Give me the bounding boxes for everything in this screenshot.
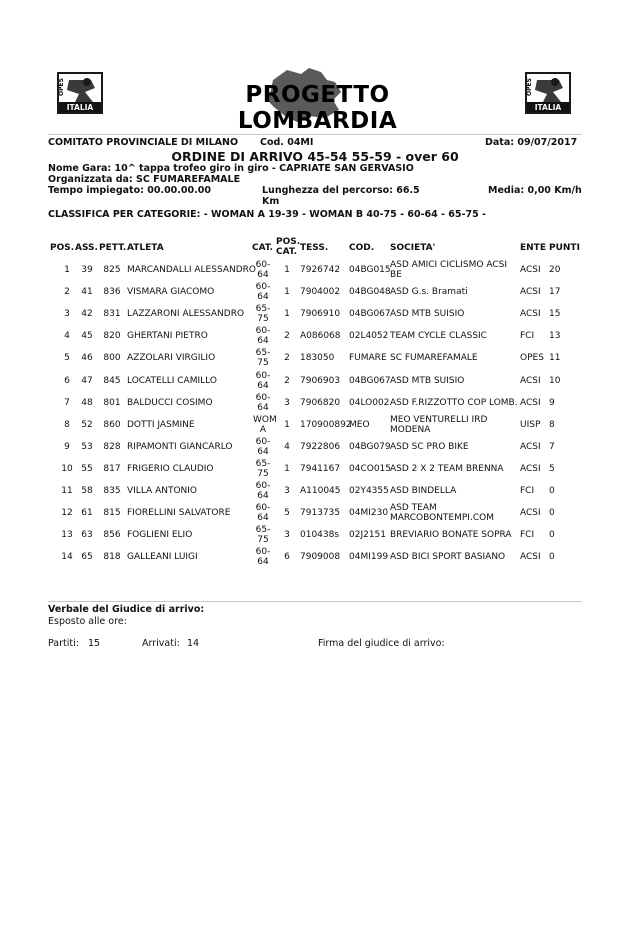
- cell-tess: A086068: [300, 331, 341, 342]
- cell-cat: [253, 414, 277, 435]
- cell-atleta: LOCATELLI CAMILLO: [127, 375, 217, 386]
- cell-tess: 7904002: [300, 287, 341, 298]
- cell-poscat: 3: [284, 530, 290, 541]
- cell-ente: ACSI: [520, 441, 541, 452]
- cell-tess: 7926742: [300, 265, 341, 275]
- col-atleta: ATLETA: [127, 243, 164, 253]
- cell-cat-line1: 60-: [255, 326, 271, 337]
- cell-pett: 817: [103, 463, 121, 474]
- cell-ente: ACSI: [520, 508, 541, 519]
- cell-poscat: 3: [284, 486, 290, 496]
- table-row: [0, 347, 630, 369]
- course-length-unit: Km: [262, 196, 280, 207]
- cell-cat-line2: 64: [257, 446, 269, 457]
- cell-societa: [390, 331, 518, 341]
- cell-cat-line1: 60-: [255, 260, 271, 270]
- cell-tess: 183050: [300, 353, 335, 364]
- cell-ente: ACSI: [520, 463, 541, 474]
- cell-pett: 828: [103, 441, 121, 452]
- cell-societa: [390, 442, 518, 452]
- cell-cat: [253, 260, 273, 280]
- cell-ente: UISP: [520, 419, 541, 430]
- cell-pos: 1: [64, 265, 70, 275]
- cell-atleta: DOTTI JASMINE: [127, 419, 195, 430]
- cell-poscat: 2: [284, 353, 290, 364]
- cell-societa: [390, 530, 518, 540]
- finishers-label: Arrivati:: [142, 638, 180, 649]
- cell-cat-line1: 60-: [255, 370, 271, 381]
- cell-cat-line2: 64: [257, 402, 269, 413]
- cell-pett: 831: [103, 309, 121, 320]
- cell-poscat: 1: [284, 265, 290, 275]
- cell-cat-line2: 64: [257, 491, 269, 501]
- col-tess: TESS.: [300, 243, 329, 253]
- cell-pos: 4: [64, 331, 70, 342]
- cell-societa: [390, 376, 518, 386]
- cell-societa-line1: ASD BICI SPORT BASIANO: [390, 552, 506, 563]
- cell-cat-line1: 65-: [255, 348, 271, 359]
- cell-pos: 2: [64, 287, 70, 298]
- cell-punti: 0: [549, 530, 555, 541]
- cell-pett: 800: [103, 353, 121, 364]
- cell-cat: [253, 304, 273, 324]
- elapsed-time: Tempo impiegato: 00.00.00.00: [48, 185, 211, 196]
- cell-punti: 0: [549, 486, 555, 496]
- cell-cat: [253, 503, 273, 523]
- cell-atleta: LAZZARONI ALESSANDRO: [127, 309, 245, 320]
- table-row: [0, 546, 630, 568]
- cell-pos: 9: [64, 441, 70, 452]
- cell-cod: 04MI199: [349, 552, 389, 563]
- table-row: [0, 480, 630, 502]
- cell-atleta: GHERTANI PIETRO: [127, 331, 208, 342]
- cell-cat-line1: 65-: [255, 304, 271, 315]
- cell-atleta: RIPAMONTI GIANCARLO: [127, 441, 233, 452]
- col-ente: ENTE: [520, 243, 546, 253]
- cell-cat: [253, 282, 273, 302]
- date-label: Data: 09/07/2017: [485, 137, 578, 148]
- cell-pett: 860: [103, 419, 121, 430]
- cell-cod: 04LO002: [349, 397, 390, 408]
- cell-pett: 820: [103, 331, 121, 342]
- organizer: Organizzata da: SC FUMAREFAMALE: [48, 174, 241, 185]
- cell-cat: [253, 348, 273, 368]
- cell-ente: ACSI: [520, 375, 541, 386]
- course-length: Lunghezza del percorso: 66.5: [262, 185, 420, 196]
- cell-cat-line2: 64: [257, 513, 269, 524]
- cell-cod: 02L4052: [349, 331, 389, 342]
- col-pos: POS.: [50, 243, 75, 253]
- col-punti: PUNTI: [549, 243, 580, 253]
- cell-pos: 5: [64, 353, 70, 364]
- cell-cat-line2: 75: [257, 535, 269, 546]
- cell-societa-line1: BREVIARIO BONATE SOPRA: [390, 530, 512, 541]
- cell-societa-line1: SC FUMAREFAMALE: [390, 353, 478, 364]
- cell-ente: ACSI: [520, 552, 541, 563]
- starters-value: 15: [88, 638, 101, 649]
- cell-atleta: FOGLIENI ELIO: [127, 530, 193, 541]
- cell-cod: 02Y4355: [349, 486, 389, 496]
- cell-atleta: GALLEANI LUIGI: [127, 552, 198, 563]
- cell-pos: 12: [61, 508, 73, 519]
- opes-italia-logo-left: [57, 72, 103, 114]
- cell-societa-line2: MODENA: [390, 424, 431, 435]
- cell-cat-line1: WOM: [253, 414, 277, 425]
- cell-punti: 5: [549, 463, 555, 474]
- cell-ass: 46: [81, 353, 93, 364]
- table-row: [0, 458, 630, 480]
- cell-cod: 04BG048: [349, 287, 391, 298]
- cell-societa: [390, 353, 518, 363]
- cell-poscat: 1: [284, 309, 290, 320]
- cell-poscat: 2: [284, 331, 290, 342]
- cell-pett: 801: [103, 397, 121, 408]
- cell-poscat: 5: [284, 508, 290, 519]
- col-cat: CAT.: [252, 243, 274, 253]
- cell-tess: 7906903: [300, 375, 341, 386]
- cell-ass: 45: [81, 331, 93, 342]
- cell-pett: 818: [103, 552, 121, 563]
- cell-societa-line1: ASD 2 X 2 TEAM BRENNA: [390, 463, 504, 474]
- cell-punti: 13: [549, 331, 561, 342]
- cell-tess: 170900892: [300, 419, 352, 430]
- cell-cat-line1: 60-: [255, 481, 271, 491]
- cell-societa-line1: ASD AMICI CICLISMO ACSI: [390, 260, 507, 270]
- cell-ass: 52: [81, 419, 93, 430]
- cell-poscat: 4: [284, 441, 290, 452]
- cell-societa-line1: ASD SC PRO BIKE: [390, 441, 469, 452]
- cell-cat-line1: 65-: [255, 458, 271, 469]
- table-row: [0, 325, 630, 347]
- cell-cod: 02J2151: [349, 530, 387, 541]
- cell-pos: 14: [61, 552, 73, 563]
- cell-societa: [390, 415, 518, 435]
- cell-societa-line1: ASD MTB SUISIO: [390, 309, 465, 320]
- cell-societa-line2: BE: [390, 270, 402, 280]
- cell-atleta: FRIGERIO CLAUDIO: [127, 463, 214, 474]
- cell-cat-line1: 65-: [255, 525, 271, 536]
- cell-cat-line1: 60-: [255, 503, 271, 514]
- finishers-value: 14: [187, 638, 200, 649]
- cell-poscat: 1: [284, 419, 290, 430]
- cell-ente: ACSI: [520, 265, 541, 275]
- cell-societa-line1: ASD MTB SUISIO: [390, 375, 465, 386]
- cell-cod: 04BG079: [349, 441, 391, 452]
- cell-atleta: MARCANDALLI ALESSANDRO: [127, 265, 256, 275]
- banner-title: PROGETTO LOMBARDIA: [237, 82, 398, 134]
- cell-cod: 04BG067: [349, 375, 391, 386]
- cell-poscat: 1: [284, 287, 290, 298]
- table-row: [0, 259, 630, 281]
- judge-signature-label: Firma del giudice di arrivo:: [318, 638, 445, 649]
- cell-cat-line2: A: [259, 424, 267, 435]
- cell-societa-line2: MARCOBONTEMPI.COM: [390, 513, 494, 524]
- cell-cat: [253, 371, 273, 391]
- svg-text:ITALIA: ITALIA: [534, 103, 562, 112]
- cell-societa: [390, 464, 518, 474]
- cell-pos: 11: [61, 486, 73, 496]
- average-speed: Media: 0,00 Km/h: [488, 185, 582, 196]
- cell-ass: 65: [81, 552, 93, 563]
- starters-label: Partiti:: [48, 638, 79, 649]
- cell-societa-line1: MEO VENTURELLI IRD: [390, 414, 488, 425]
- cell-ass: 48: [81, 397, 93, 408]
- cell-ente: FCI: [520, 331, 535, 342]
- header-divider: [48, 134, 582, 135]
- cell-ente: ACSI: [520, 309, 541, 320]
- cell-cat-line1: 60-: [255, 547, 271, 558]
- cell-tess: 7922806: [300, 441, 341, 452]
- cell-punti: 11: [549, 353, 561, 364]
- committee-label: COMITATO PROVINCIALE DI MILANO: [48, 137, 239, 148]
- cell-ass: 39: [81, 265, 93, 275]
- cell-societa: [390, 309, 518, 319]
- cell-pos: 6: [64, 375, 70, 386]
- cell-cat-line1: 60-: [255, 436, 271, 447]
- cell-tess: 7941167: [300, 463, 341, 474]
- cell-cat: [253, 326, 273, 346]
- cell-pett: 815: [103, 508, 121, 519]
- cell-cat-line2: 75: [257, 314, 269, 325]
- col-ass: ASS.: [75, 243, 98, 253]
- footer-divider: [48, 601, 582, 602]
- cell-pett: 835: [103, 486, 121, 496]
- cell-tess: 7909008: [300, 552, 341, 563]
- cell-punti: 0: [549, 552, 555, 563]
- cell-punti: 9: [549, 397, 555, 408]
- col-cod: COD.: [349, 243, 375, 253]
- cell-pett: 825: [103, 265, 121, 275]
- cell-cat-line2: 75: [257, 468, 269, 479]
- cell-societa-line1: TEAM CYCLE CLASSIC: [390, 331, 487, 342]
- cell-atleta: VILLA ANTONIO: [127, 486, 198, 496]
- table-row: [0, 414, 630, 436]
- cell-societa: [390, 398, 518, 408]
- cell-ente: ACSI: [520, 397, 541, 408]
- cell-punti: 20: [549, 265, 561, 275]
- cell-poscat: 3: [284, 397, 290, 408]
- cell-societa-line1: ASD F.RIZZOTTO COP LOMB.: [390, 397, 518, 408]
- posted-time-label: Esposto alle ore:: [48, 616, 127, 627]
- category-list: CLASSIFICA PER CATEGORIE: - WOMAN A 19-39 - WOMAN B 40-75 - 60-64 - 65-75 -: [48, 209, 486, 220]
- cell-ass: 63: [81, 530, 93, 541]
- table-row: [0, 392, 630, 414]
- cell-cat-line2: 64: [257, 557, 269, 568]
- opes-italia-logo-right: [525, 72, 571, 114]
- cell-tess: A110045: [300, 486, 341, 496]
- cell-ente: ACSI: [520, 287, 541, 298]
- cell-pett: 845: [103, 375, 121, 386]
- cell-atleta: AZZOLARI VIRGILIO: [127, 353, 216, 364]
- col-societa: SOCIETA': [390, 243, 436, 253]
- col-pett: PETT.: [99, 243, 127, 253]
- cell-cat: [253, 525, 273, 545]
- page-title: ORDINE DI ARRIVO 45-54 55-59 - over 60: [171, 149, 459, 164]
- cell-pett: 836: [103, 287, 121, 298]
- judge-report-label: Verbale del Giudice di arrivo:: [48, 604, 205, 615]
- race-name: Nome Gara: 10^ tappa trofeo giro in giro - CAPRIATE SAN GERVASIO: [48, 163, 414, 174]
- cell-societa-line1: ASD TEAM: [390, 503, 437, 514]
- code-label: Cod. 04MI: [260, 137, 314, 148]
- cell-cat: [253, 437, 273, 457]
- table-row: [0, 281, 630, 303]
- cell-ass: 58: [81, 486, 93, 496]
- cell-societa-line1: ASD G.s. Bramati: [390, 287, 468, 298]
- cell-societa: [390, 552, 518, 562]
- cell-cat: [253, 459, 273, 479]
- cell-tess: 7913735: [300, 508, 341, 519]
- cell-cod: 04BG015: [349, 265, 391, 275]
- cell-cod: 04MI230: [349, 508, 389, 519]
- cell-cod: MEO: [349, 419, 370, 430]
- cell-cat: [253, 547, 273, 567]
- cell-punti: 8: [549, 419, 555, 430]
- cell-punti: 15: [549, 309, 561, 320]
- cell-punti: 0: [549, 508, 555, 519]
- cell-societa: [390, 503, 518, 523]
- cell-ente: OPES: [520, 353, 544, 364]
- cell-pos: 13: [61, 530, 73, 541]
- cell-ente: FCI: [520, 530, 535, 541]
- cell-poscat: 6: [284, 552, 290, 563]
- cell-tess: 7906910: [300, 309, 341, 320]
- cell-pos: 3: [64, 309, 70, 320]
- cell-cat-line2: 64: [257, 292, 269, 303]
- cell-cat-line2: 64: [257, 270, 269, 280]
- cell-poscat: 2: [284, 375, 290, 386]
- banner: [175, 66, 460, 134]
- cell-cat-line2: 64: [257, 336, 269, 347]
- cell-atleta: BALDUCCI COSIMO: [127, 397, 213, 408]
- cell-ass: 53: [81, 441, 93, 452]
- cell-cod: FUMARE: [349, 353, 387, 364]
- cell-ass: 61: [81, 508, 93, 519]
- cell-punti: 17: [549, 287, 561, 298]
- cell-ass: 55: [81, 463, 93, 474]
- svg-text:OPES: OPES: [58, 78, 65, 96]
- cell-cat: [253, 393, 273, 413]
- cell-ass: 41: [81, 287, 93, 298]
- cell-cat-line1: 60-: [255, 392, 271, 403]
- cell-pos: 10: [61, 463, 73, 474]
- svg-text:OPES: OPES: [526, 78, 533, 96]
- cell-tess: 010438s: [300, 530, 340, 541]
- col-poscat-line1: POS.: [276, 237, 301, 247]
- cell-cat-line2: 75: [257, 358, 269, 369]
- col-poscat-line2: CAT.: [276, 247, 298, 257]
- cell-ass: 42: [81, 309, 93, 320]
- cell-cat: [253, 481, 273, 501]
- svg-text:ITALIA: ITALIA: [66, 103, 94, 112]
- cell-cat-line2: 64: [257, 380, 269, 391]
- table-row: [0, 524, 630, 546]
- cell-punti: 10: [549, 375, 561, 386]
- cell-atleta: FIORELLINI SALVATORE: [127, 508, 231, 519]
- cell-societa: [390, 287, 518, 297]
- table-row: [0, 436, 630, 458]
- cell-atleta: VISMARA GIACOMO: [127, 287, 215, 298]
- cell-societa: [390, 260, 518, 280]
- cell-cod: 04BG067: [349, 309, 391, 320]
- cell-pett: 856: [103, 530, 121, 541]
- cell-punti: 7: [549, 441, 555, 452]
- cell-pos: 7: [64, 397, 70, 408]
- cell-cod: 04CO015: [349, 463, 391, 474]
- cell-ente: FCI: [520, 486, 535, 496]
- cell-pos: 8: [64, 419, 70, 430]
- table-row: [0, 303, 630, 325]
- cell-tess: 7906820: [300, 397, 341, 408]
- cell-poscat: 1: [284, 463, 290, 474]
- table-row: [0, 370, 630, 392]
- cell-societa: [390, 486, 518, 496]
- cell-cat-line1: 60-: [255, 282, 271, 293]
- table-row: [0, 502, 630, 524]
- cell-ass: 47: [81, 375, 93, 386]
- cell-societa-line1: ASD BINDELLA: [390, 486, 457, 496]
